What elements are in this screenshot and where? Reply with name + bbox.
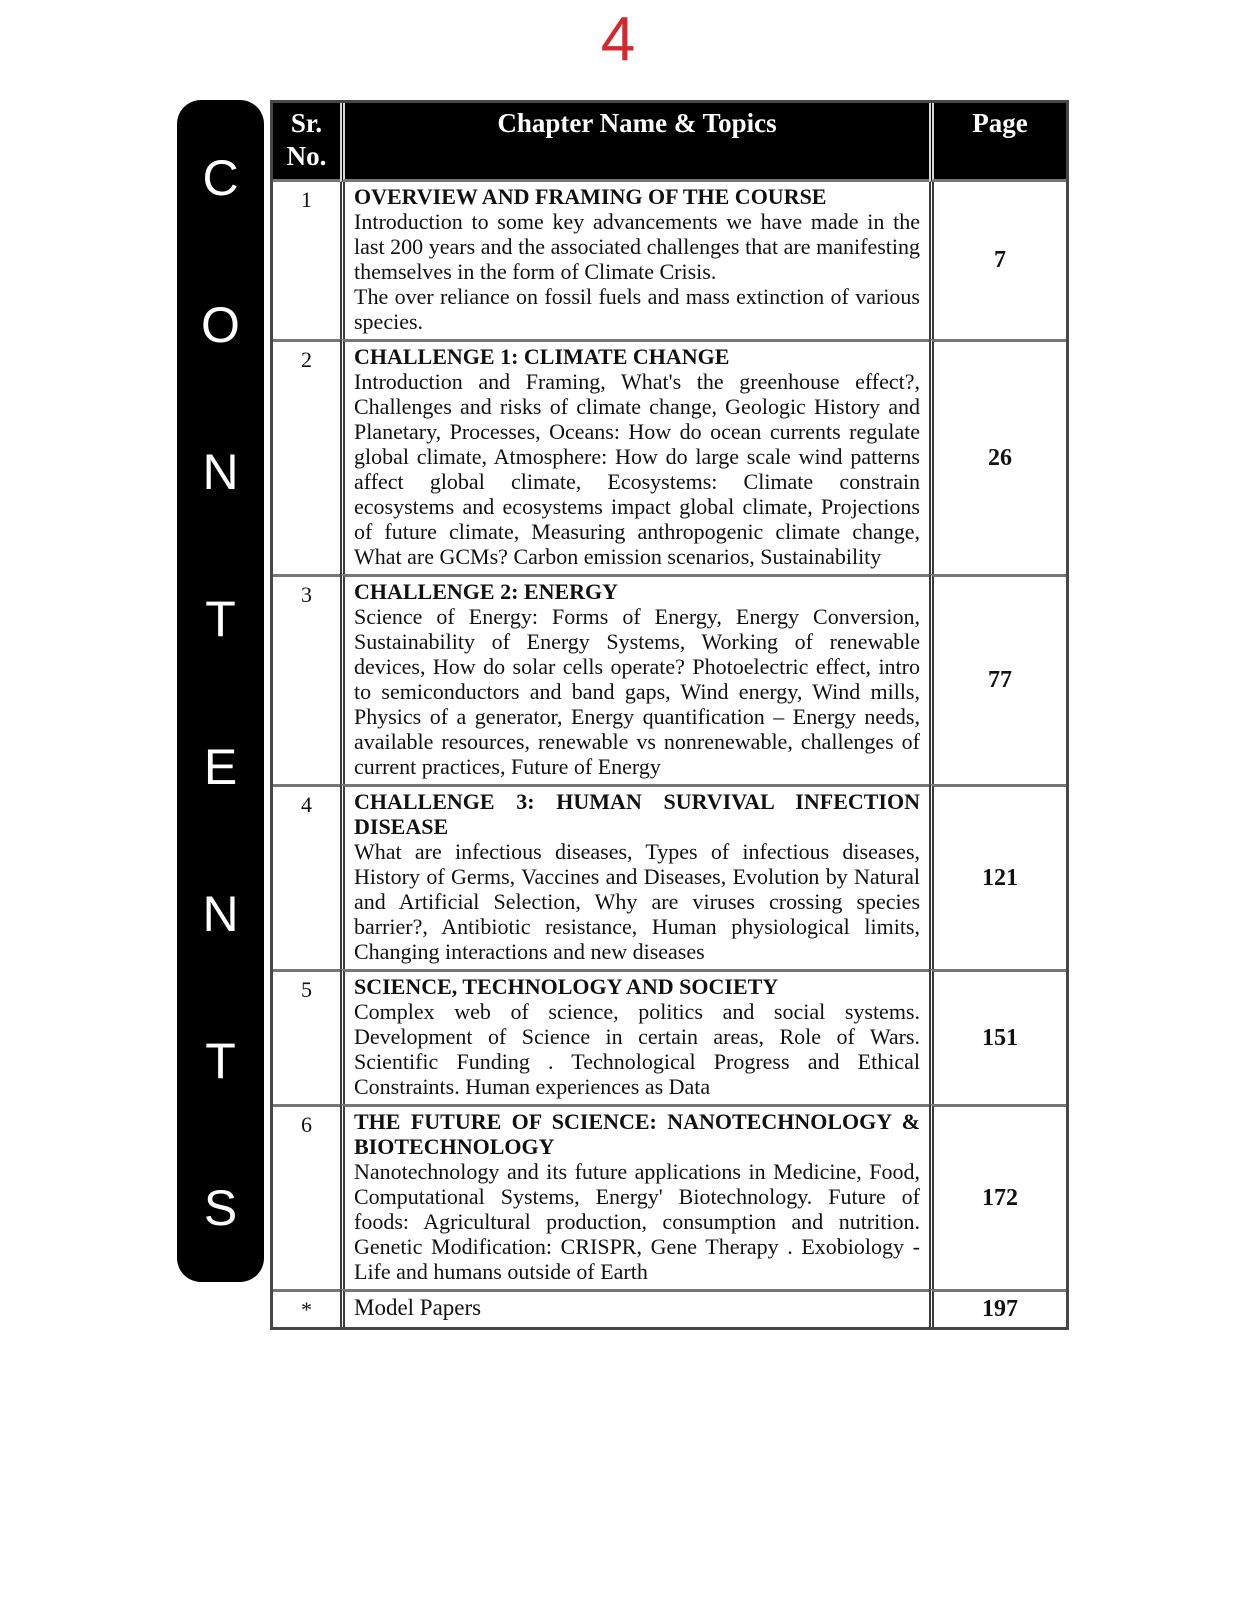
chapter-topics: Complex web of science, politics and social systems. Development of Science in certain areas, Role of Wars. Scientific Funding . Technological Progress and Ethical Constraints. Human experiences as Data — [354, 999, 920, 1099]
sidebar-letter: C — [202, 150, 239, 206]
page-cell: 197 — [929, 1289, 1066, 1327]
page-cell: 7 — [929, 182, 1066, 339]
sr-no-cell: * — [273, 1289, 340, 1327]
chapter-title: CHALLENGE 1: CLIMATE CHANGE — [354, 344, 730, 369]
chapter-topics: Nanotechnology and its future applications in Medicine, Food, Computational Systems, Energy' Biotechnology. Future of foods: Agricultural production, consumption and nutrition. Genetic Modification: CRISPR, Gene Therapy . Exobiology - Life and humans outside of Earth — [354, 1159, 920, 1284]
chapter-title: SCIENCE, TECHNOLOGY AND SOCIETY — [354, 974, 779, 999]
chapter-topics: Introduction to some key advancements we have made in the last 200 years and the associated challenges that are manifesting themselves in the form of Climate Crisis. — [354, 209, 920, 284]
table-row — [273, 784, 1066, 969]
page-cell: 26 — [929, 339, 1066, 574]
sr-no-cell: 3 — [273, 574, 340, 784]
chapter-topics: The over reliance on fossil fuels and mass extinction of various species. — [354, 284, 920, 334]
chapter-title: THE FUTURE OF SCIENCE: NANOTECHNOLOGY & BIOTECHNOLOGY — [354, 1109, 920, 1159]
table-row — [273, 1289, 1066, 1327]
page-cell: 121 — [929, 784, 1066, 969]
sr-no-cell: 1 — [273, 182, 340, 339]
sidebar-letter: N — [202, 885, 239, 942]
table-row — [273, 1104, 1066, 1289]
chapter-cell — [340, 574, 929, 784]
chapter-title: Model Papers — [354, 1295, 482, 1320]
sr-no-cell: 5 — [273, 969, 340, 1104]
chapter-topics: Science of Energy: Forms of Energy, Energy Conversion, Sustainability of Energy Systems, Working of renewable devices, How do solar cells operate? Photoelectric effect, intro to semiconductors and band gaps, Wind energy, Wind mills, Physics of a generator, Energy quantification – Energy needs, available resources, renewable vs nonrenewable, challenges of current practices, Future of Energy — [354, 604, 920, 779]
header-sr-line1: Sr. — [290, 108, 323, 138]
table-row — [273, 339, 1066, 574]
chapter-title: CHALLENGE 2: ENERGY — [354, 579, 619, 604]
header-sr-no — [273, 103, 340, 182]
header-page: Page — [929, 103, 1066, 182]
chapter-title: CHALLENGE 3: HUMAN SURVIVAL INFECTION DISEASE — [354, 789, 920, 839]
sidebar-letter: S — [203, 1179, 238, 1236]
chapter-topics: What are infectious diseases, Types of infectious diseases, History of Germs, Vaccines and Diseases, Evolution by Natural and Artificial Selection, Why are viruses crossing species barrier?, Antibiotic resistance, Human physiological limits, Changing interactions and new diseases — [354, 839, 920, 964]
page-cell: 151 — [929, 969, 1066, 1104]
sidebar-letter: E — [203, 738, 238, 795]
chapter-cell — [340, 969, 929, 1104]
chapter-topics: Introduction and Framing, What's the greenhouse effect?, Challenges and risks of climate change, Geologic History and Planetary, Processes, Oceans: How do ocean currents regulate global climate, Atmosphere: How do large scale wind patterns affect global climate, Ecosystems: Climate constrain ecosystems and ecosystems impact global climate, Projections of future climate, Measuring anthropogenic climate change, What are GCMs? Carbon emission scenarios, Sustainability — [354, 369, 920, 569]
chapter-title: OVERVIEW AND FRAMING OF THE COURSE — [354, 184, 827, 209]
sr-no-cell: 4 — [273, 784, 340, 969]
page-number: 4 — [600, 5, 636, 74]
chapter-cell — [340, 339, 929, 574]
page-cell: 77 — [929, 574, 1066, 784]
header-sr-line2: No. — [286, 141, 327, 171]
table-row — [273, 574, 1066, 784]
chapter-cell — [340, 1104, 929, 1289]
table-row — [273, 182, 1066, 339]
contents-sidebar — [177, 100, 264, 1282]
header-chapter: Chapter Name & Topics — [340, 103, 929, 182]
sidebar-letter: T — [205, 591, 236, 648]
sidebar-letter: O — [201, 297, 240, 354]
table-header-row — [273, 103, 1066, 182]
sidebar-letter: T — [205, 1032, 236, 1089]
chapter-cell — [340, 182, 929, 339]
contents-table — [270, 100, 1069, 1330]
chapter-cell — [340, 784, 929, 969]
table-row — [273, 969, 1066, 1104]
sidebar-letter: N — [202, 444, 239, 501]
chapter-cell — [340, 1289, 929, 1327]
sr-no-cell: 6 — [273, 1104, 340, 1289]
sr-no-cell: 2 — [273, 339, 340, 574]
page-cell: 172 — [929, 1104, 1066, 1289]
